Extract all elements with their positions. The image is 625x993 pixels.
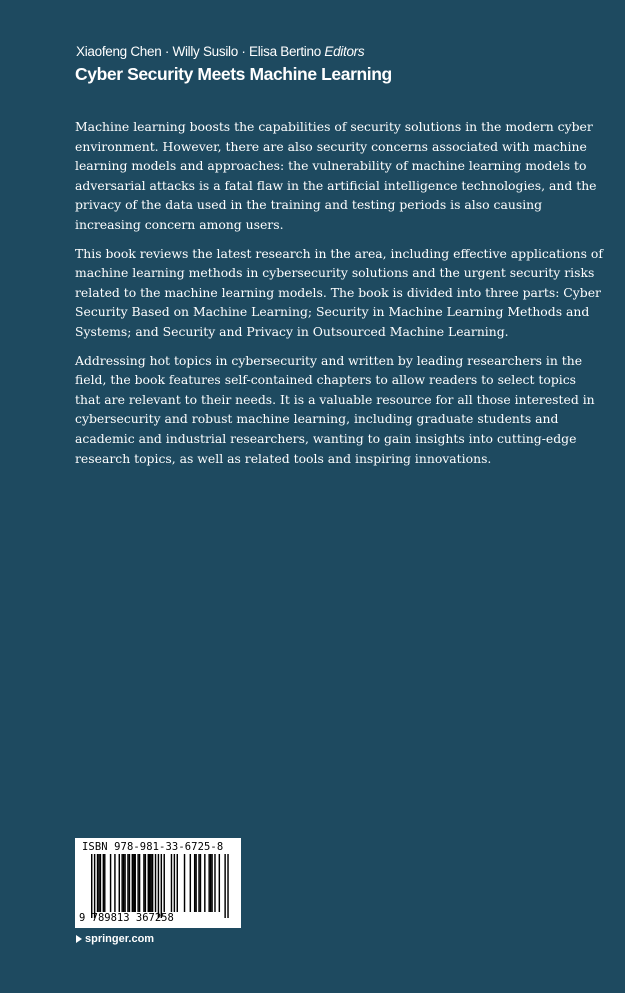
barcode-bar (129, 854, 130, 912)
barcode-bar (148, 854, 149, 912)
barcode-bar (143, 854, 144, 912)
barcode-bar (174, 854, 175, 912)
barcode-bar (227, 854, 228, 918)
barcode-bar (119, 854, 120, 912)
barcode-bar (190, 854, 191, 912)
barcode-bar (121, 854, 122, 912)
barcode-bar (208, 854, 209, 912)
barcode-bar (100, 854, 101, 912)
barcode-bar (194, 854, 195, 912)
barcode-bar (161, 854, 162, 918)
barcode-bar (177, 854, 178, 912)
barcode-bar (91, 854, 92, 918)
publisher-url: springer.com (85, 933, 155, 945)
barcode-bar (94, 854, 95, 918)
editors-line (76, 44, 364, 59)
description-paragraph-3: Addressing hot topics in cybersecurity and written by leading researchers in the field, the book features self-contained chapters to allow readers to select topics that are relevant to their needs. It is a valuable resource for all those interested in cybersecurity and robust machine learning, including graduate students and academic and industrial researchers, wanting to gain insights into cutting-edge research topics, as well as related tools and inspiring innovations. (75, 352, 595, 466)
barcode-bar (97, 854, 98, 912)
barcode-bar (137, 854, 138, 912)
barcode-bar (98, 854, 99, 912)
barcode-bar (152, 854, 153, 912)
description-paragraph-2: This book reviews the latest research in the area, including effective applications of machine learning methods in cybersecurity solutions and the urgent security risks related to the machine learning models. The book is divided into three parts: Cyber Security Based on Machine Learning; Security in Machine Learning Methods and Systems; and Security and Privacy in Outsourced Machine Learning. (75, 245, 603, 339)
barcode-bar (150, 854, 151, 912)
editors-names: Xiaofeng Chen · Willy Susilo · Elisa Bertino (76, 44, 321, 59)
barcode-bar (114, 854, 115, 912)
barcode-bar (110, 854, 111, 912)
barcode-bar (135, 854, 136, 912)
book-description (75, 117, 605, 477)
barcode-bar (145, 854, 146, 912)
barcode-bar (219, 854, 220, 912)
barcode-bar (132, 854, 133, 912)
barcode-bar (124, 854, 125, 912)
barcode-digits: 9 789813 367258 (79, 912, 174, 924)
book-title: Cyber Security Meets Machine Learning (75, 64, 392, 84)
barcode-bar (123, 854, 124, 912)
barcode-bar (211, 854, 212, 912)
barcode-bar (104, 854, 105, 912)
barcode-bar (204, 854, 205, 912)
barcode-bar (158, 854, 159, 918)
barcode-bar (171, 854, 172, 912)
barcode-bar (103, 854, 104, 912)
isbn-barcode (75, 838, 241, 928)
barcode-bar (224, 854, 225, 918)
barcode-bar (133, 854, 134, 912)
barcode-bar (164, 854, 165, 912)
publisher-link[interactable] (76, 933, 154, 945)
barcode-bar (184, 854, 185, 912)
barcode-bar (127, 854, 128, 912)
barcode-bar (200, 854, 201, 912)
barcode-bar (214, 854, 215, 912)
barcode-bar (210, 854, 211, 912)
barcode-bar (149, 854, 150, 912)
barcode-bar (195, 854, 196, 912)
barcode-bar (139, 854, 140, 912)
barcode-bar (155, 854, 156, 912)
barcode-bar (198, 854, 199, 912)
isbn-label: ISBN 978-981-33-6725-8 (82, 841, 224, 853)
description-paragraph-1: Machine learning boosts the capabilities of security solutions in the modern cyber environment. However, there are also security concerns associated with machine learning models and approaches: the vulnerability of machine learning models to adversarial attacks is a fatal flaw in the artificial intelligence technologies, and the privacy of the data used in the training and testing periods is also causing increasing concern among users. (75, 119, 597, 232)
triangle-arrow-icon (76, 935, 82, 943)
editors-role: Editors (324, 44, 365, 59)
